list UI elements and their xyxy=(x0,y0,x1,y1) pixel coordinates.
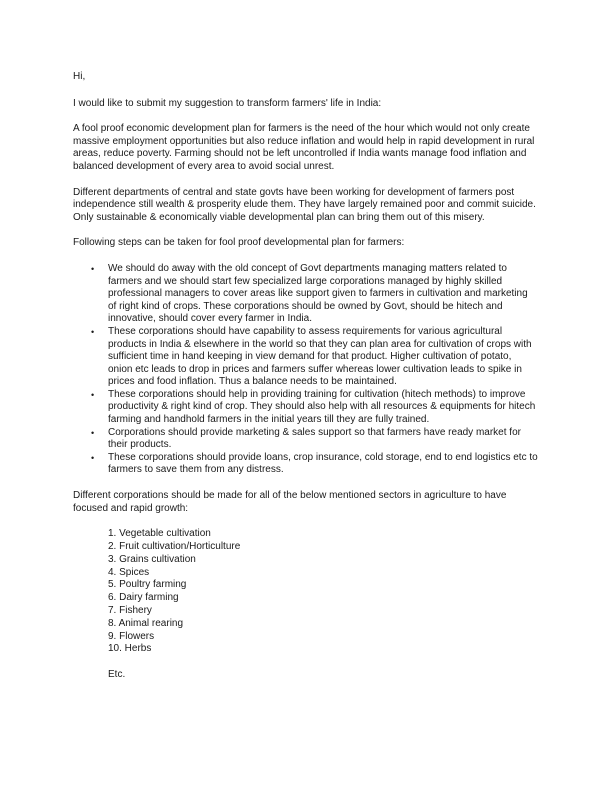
list-item: 10. Herbs xyxy=(108,643,152,655)
list-item: 8. Animal rearing xyxy=(108,617,184,629)
list-item xyxy=(91,325,538,389)
sectors-intro: Different corporations should be made for all of the below mentioned sectors in agriculture to have focused and rapid growth: xyxy=(73,490,507,514)
list-item-text: These corporations should provide loans, crop insurance, cold storage, end to end logistics etc to farmers to save them from any distress. xyxy=(108,451,538,476)
bullet-icon: • xyxy=(91,389,95,400)
intro-line: I would like to submit my suggestion to transform farmers' life in India: xyxy=(73,97,382,109)
bullet-icon: • xyxy=(91,427,95,438)
steps-list xyxy=(73,263,538,477)
paragraph-departments: Different departments of central and state govts have been working for development of farmers post independence still wealth & prosperity elude them. They have largely remained poor and commit suicide. Only sustainable & economically viable developmental plan can bring them out of this misery. xyxy=(73,186,536,223)
list-item xyxy=(91,262,538,326)
greeting: Hi, xyxy=(73,71,86,82)
list-item xyxy=(91,388,538,427)
paragraph-economic-plan: A fool proof economic development plan for farmers is the need of the hour which would not only create massive employment opportunities but also reduce inflation and would help in rapid development in rural areas, reduce poverty. Farming should not be left uncontrolled if India wants manage food inflation and balanced development of every area to avoid social unrest. xyxy=(73,123,535,172)
list-item-text: These corporations should have capability to assess requirements for various agricultural products in India & elsewhere in the world so that they can plan area for cultivation of crops with sufficient time in hand keeping in view demand for that product. Higher cultivation of potato, onion etc leads to drop in prices and farmers suffer whereas lower cultivation leads to spike in prices and food inflation. Thus a balance needs to be maintained. xyxy=(108,325,532,388)
sectors-list xyxy=(73,528,538,656)
bullet-icon: • xyxy=(91,326,95,337)
steps-intro: Following steps can be taken for fool proof developmental plan for farmers: xyxy=(73,237,405,249)
list-item: 2. Fruit cultivation/Horticulture xyxy=(108,541,241,553)
closing-text: Etc. xyxy=(108,669,126,681)
list-item: 9. Flowers xyxy=(108,630,155,642)
list-item-text: Corporations should provide marketing & sales support so that farmers have ready market for their products. xyxy=(108,426,521,451)
list-item: 4. Spices xyxy=(108,566,150,578)
list-item: 1. Vegetable cultivation xyxy=(108,528,211,540)
list-item: 5. Poultry farming xyxy=(108,579,187,591)
bullet-icon: • xyxy=(91,452,95,463)
list-item xyxy=(91,426,538,452)
list-item-text: We should do away with the old concept of Govt departments managing matters related to farmers and we should start few specialized large corporations managed by highly skilled professional managers to cover areas like support given to farmers in cultivation and marketing of right kind of crops. These corporations should be owned by Govt, should be hitech and innovative, should cover every farmer in India. xyxy=(108,262,528,325)
list-item xyxy=(91,451,538,477)
letter-page xyxy=(73,71,538,682)
list-item: 3. Grains cultivation xyxy=(108,553,196,565)
list-item: 6. Dairy farming xyxy=(108,592,179,604)
bullet-icon: • xyxy=(91,263,95,274)
list-item: 7. Fishery xyxy=(108,605,152,616)
list-item-text: These corporations should help in providing training for cultivation (hitech methods) to improve productivity & right kind of crop. They should also help with all resources & equipments for hitech farming and handhold farmers in the initial years till they are fully trained. xyxy=(108,388,536,426)
